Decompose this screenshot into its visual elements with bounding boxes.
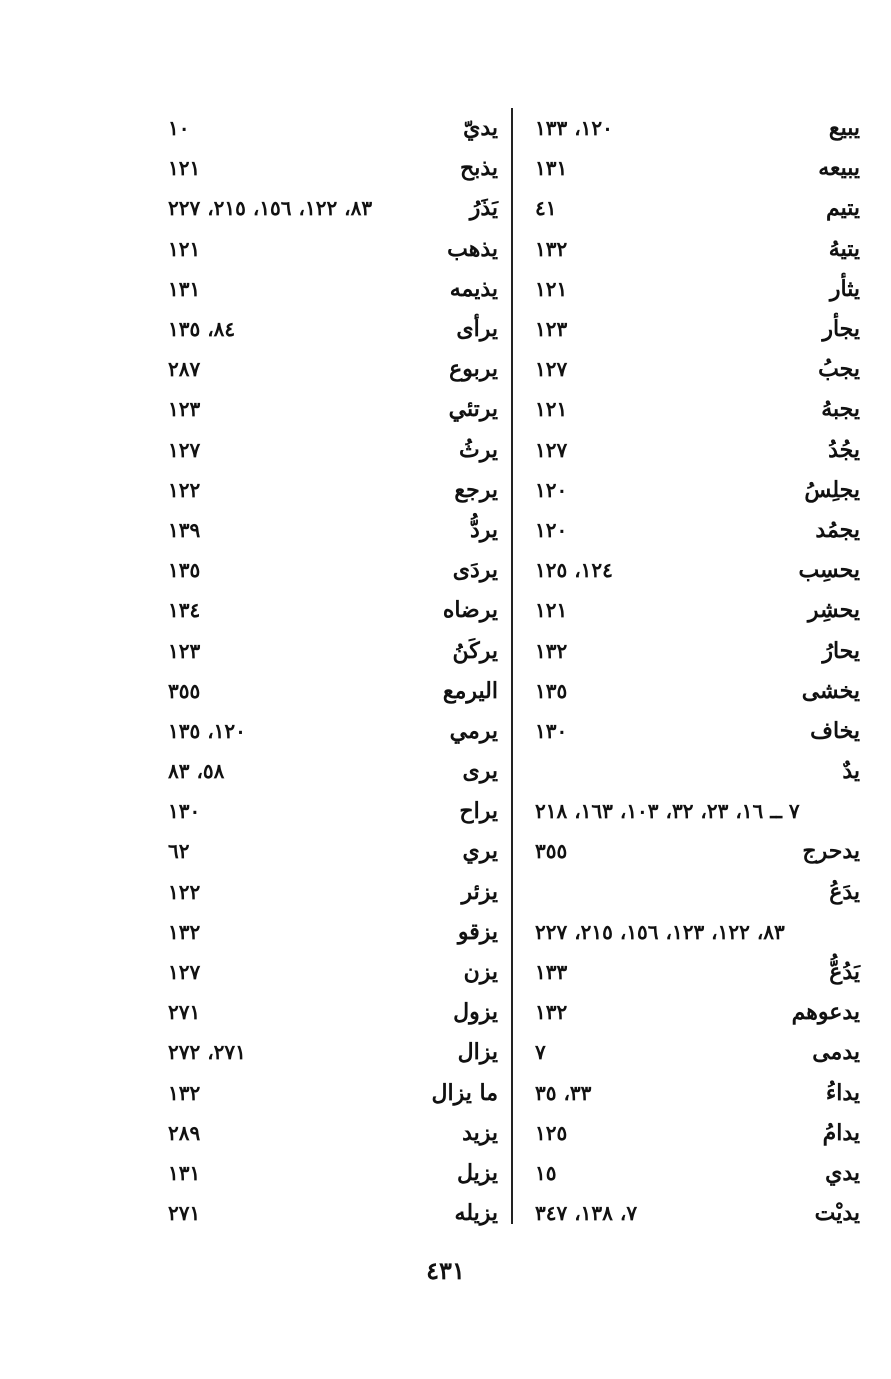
index-entry (535, 309, 860, 349)
entry-word: يحسِب (798, 557, 860, 584)
index-entry (535, 952, 860, 992)
index-entry (535, 389, 860, 429)
index-entry (535, 1153, 860, 1193)
index-entry (168, 550, 498, 590)
entry-word: يجأر (822, 316, 860, 343)
entry-pages: ١٣٠ (535, 718, 568, 743)
entry-pages: ١٣١ (168, 276, 201, 301)
entry-pages: ٢٧١ (168, 1201, 201, 1226)
index-column-right (535, 108, 860, 1233)
index-entry (168, 188, 498, 228)
index-entry (535, 791, 860, 831)
entry-word: يزيد (462, 1119, 498, 1146)
index-entry (535, 912, 860, 952)
index-entry (535, 470, 860, 510)
entry-word: يثأر (829, 275, 860, 302)
entry-word: يدٌ (842, 758, 860, 785)
entry-word: ما يزال (431, 1079, 498, 1106)
entry-pages: ٧، ١٣٨، ٣٤٧ (535, 1201, 638, 1226)
entry-word: يخاف (810, 717, 860, 744)
index-entry (168, 1073, 498, 1113)
index-entry (535, 269, 860, 309)
entry-pages: ١٣٠ (168, 799, 201, 824)
index-entry (168, 912, 498, 952)
entry-pages: ٦٢ (168, 839, 190, 864)
entry-word: يرأى (456, 316, 498, 343)
index-entry (535, 148, 860, 188)
entry-pages: ١٣٢ (535, 236, 568, 261)
entry-pages: ٥٨، ٨٣ (168, 759, 225, 784)
entry-word: يدي (825, 1159, 860, 1186)
index-entry (168, 309, 498, 349)
index-entry (168, 269, 498, 309)
entry-pages: ١٢٠ (535, 477, 568, 502)
index-entry (535, 872, 860, 912)
index-entry (535, 430, 860, 470)
index-entry (535, 108, 860, 148)
entry-pages: ١٠ (168, 116, 190, 141)
entry-pages: ٧ ــ ١٦، ٢٣، ٣٢، ١٠٣، ١٦٣، ٢١٨ (535, 799, 800, 824)
entry-word: يحشِر (807, 597, 860, 624)
entry-word: يرتئي (448, 396, 498, 423)
index-entry (168, 1113, 498, 1153)
entry-pages: ١٥ (535, 1160, 557, 1185)
entry-pages: ١٣٩ (168, 517, 201, 542)
entry-pages: ١٢١ (168, 156, 201, 181)
entry-pages: ١٣٢ (535, 1000, 568, 1025)
entry-pages: ٢٨٩ (168, 1120, 201, 1145)
entry-pages: ١٢٢ (168, 879, 201, 904)
entry-pages: ١٢١ (535, 598, 568, 623)
entry-word: يذبح (460, 155, 498, 182)
entry-word: يرجع (454, 476, 498, 503)
index-entry (168, 389, 498, 429)
index-entry (168, 1153, 498, 1193)
index-entry (168, 349, 498, 389)
entry-pages: ١٢٢ (168, 477, 201, 502)
entry-pages: ١٣١ (535, 156, 568, 181)
index-entry (168, 671, 498, 711)
entry-word: يزيل (456, 1159, 498, 1186)
entry-pages: ٤١ (535, 196, 557, 221)
entry-word: يحارُ (822, 637, 860, 664)
index-entry (535, 992, 860, 1032)
entry-pages: ١٣٢ (535, 638, 568, 663)
index-entry (168, 1193, 498, 1233)
entry-pages: ٢٧١، ٢٧٢ (168, 1040, 246, 1065)
entry-word: يركَنُ (452, 637, 498, 664)
entry-word: يَذَرُ (469, 195, 498, 222)
index-entry (168, 229, 498, 269)
entry-pages: ٨٣، ١٢٢، ١٥٦، ٢١٥، ٢٢٧ (168, 196, 373, 221)
index-entry (535, 188, 860, 228)
entry-pages: ١٢٠، ١٣٣ (535, 116, 613, 141)
entry-pages: ١٢٤، ١٢٥ (535, 558, 613, 583)
entry-pages: ١٢٧ (168, 437, 201, 462)
entry-word: يديّ (463, 115, 498, 142)
entry-pages: ١٢١ (168, 236, 201, 261)
entry-word: يجبهُ (821, 396, 860, 423)
index-entry (168, 831, 498, 871)
index-column-left (168, 108, 498, 1233)
entry-pages: ١٢٠ (535, 517, 568, 542)
entry-pages: ١٢٠، ١٣٥ (168, 718, 246, 743)
index-entry (168, 590, 498, 630)
entry-word: يدعوهم (791, 999, 860, 1026)
entry-word: يَدُعُّ (829, 959, 860, 986)
entry-pages: ١٣٣ (535, 960, 568, 985)
entry-pages: ١٣٥ (168, 558, 201, 583)
entry-word: يردَى (452, 557, 498, 584)
index-entry (535, 349, 860, 389)
entry-pages: ٣٥٥ (168, 678, 201, 703)
entry-word: يبيعه (818, 155, 860, 182)
entry-word: يرثُ (459, 436, 498, 463)
entry-word: يردُّ (469, 516, 498, 543)
index-entry (168, 1032, 498, 1072)
entry-pages: ١٣٢ (168, 1080, 201, 1105)
entry-word: يربوع (449, 356, 498, 383)
entry-pages: ٢٧١ (168, 1000, 201, 1025)
index-entry (168, 630, 498, 670)
entry-word: يدامُ (822, 1119, 860, 1146)
entry-pages: ٧ (535, 1040, 546, 1065)
entry-word: يرضاه (442, 597, 498, 624)
entry-pages: ١٢٧ (535, 357, 568, 382)
entry-word: يرمي (449, 717, 498, 744)
index-entry (535, 590, 860, 630)
entry-pages: ١٢٧ (168, 960, 201, 985)
entry-pages: ١٢١ (535, 276, 568, 301)
index-entry (535, 229, 860, 269)
entry-word: يجمُد (815, 516, 860, 543)
entry-word: يديْت (814, 1200, 860, 1227)
entry-pages: ١٢٣ (168, 397, 201, 422)
entry-word: يدحرج (802, 838, 860, 865)
entry-word: يري (462, 838, 498, 865)
index-entry (535, 1113, 860, 1153)
entry-pages: ١٢١ (535, 397, 568, 422)
entry-word: اليرمع (442, 677, 498, 704)
index-entry (168, 711, 498, 751)
entry-word: يذهب (447, 235, 498, 262)
index-entry (535, 711, 860, 751)
entry-pages: ١٣٤ (168, 598, 201, 623)
entry-word: يزال (457, 1039, 498, 1066)
index-entry (168, 470, 498, 510)
index-entry (168, 791, 498, 831)
index-entry (535, 831, 860, 871)
index-entry (535, 550, 860, 590)
entry-pages: ١٣١ (168, 1160, 201, 1185)
entry-word: يدمى (812, 1039, 860, 1066)
index-entry (168, 510, 498, 550)
entry-pages: ٨٤، ١٣٥ (168, 317, 236, 342)
entry-pages: ١٢٧ (535, 437, 568, 462)
entry-pages: ٨٣، ١٢٢، ١٢٣، ١٥٦، ٢١٥، ٢٢٧ (535, 919, 785, 944)
index-entry (535, 1073, 860, 1113)
entry-word: يزول (453, 999, 498, 1026)
entry-pages: ١٣٢ (168, 919, 201, 944)
entry-word: يجلِسُ (804, 476, 860, 503)
entry-word: يذيمه (449, 275, 498, 302)
entry-word: يزيله (454, 1200, 498, 1227)
index-entry (168, 148, 498, 188)
index-entry (535, 630, 860, 670)
entry-word: يزقو (457, 918, 498, 945)
entry-word: يتيم (825, 195, 860, 222)
page-number: ٤٣١ (426, 1256, 465, 1285)
entry-pages: ٣٣، ٣٥ (535, 1080, 592, 1105)
entry-word: يجبُ (818, 356, 860, 383)
index-entry (168, 751, 498, 791)
index-entry (168, 952, 498, 992)
entry-word: يبيع (828, 115, 860, 142)
index-entry (535, 510, 860, 550)
entry-word: يداءُ (825, 1079, 860, 1106)
entry-word: يجُدُ (828, 436, 860, 463)
index-entry (168, 872, 498, 912)
entry-word: يتيهُ (828, 235, 860, 262)
entry-word: يزن (463, 959, 498, 986)
column-divider (511, 108, 513, 1224)
entry-pages: ٣٥٥ (535, 839, 568, 864)
entry-word: يرى (462, 758, 498, 785)
entry-word: يزئر (461, 878, 498, 905)
entry-pages: ١٢٥ (535, 1120, 568, 1145)
entry-pages: ١٢٣ (535, 317, 568, 342)
entry-pages: ١٢٣ (168, 638, 201, 663)
entry-word: يدَعُ (829, 878, 860, 905)
entry-pages: ٢٨٧ (168, 357, 201, 382)
index-entry (168, 992, 498, 1032)
entry-word: يخشى (801, 677, 860, 704)
index-entry (168, 430, 498, 470)
index-entry (535, 1193, 860, 1233)
entry-word: يراح (459, 798, 498, 825)
entry-pages: ١٣٥ (535, 678, 568, 703)
index-entry (535, 671, 860, 711)
index-entry (535, 751, 860, 791)
index-entry (168, 108, 498, 148)
index-entry (535, 1032, 860, 1072)
